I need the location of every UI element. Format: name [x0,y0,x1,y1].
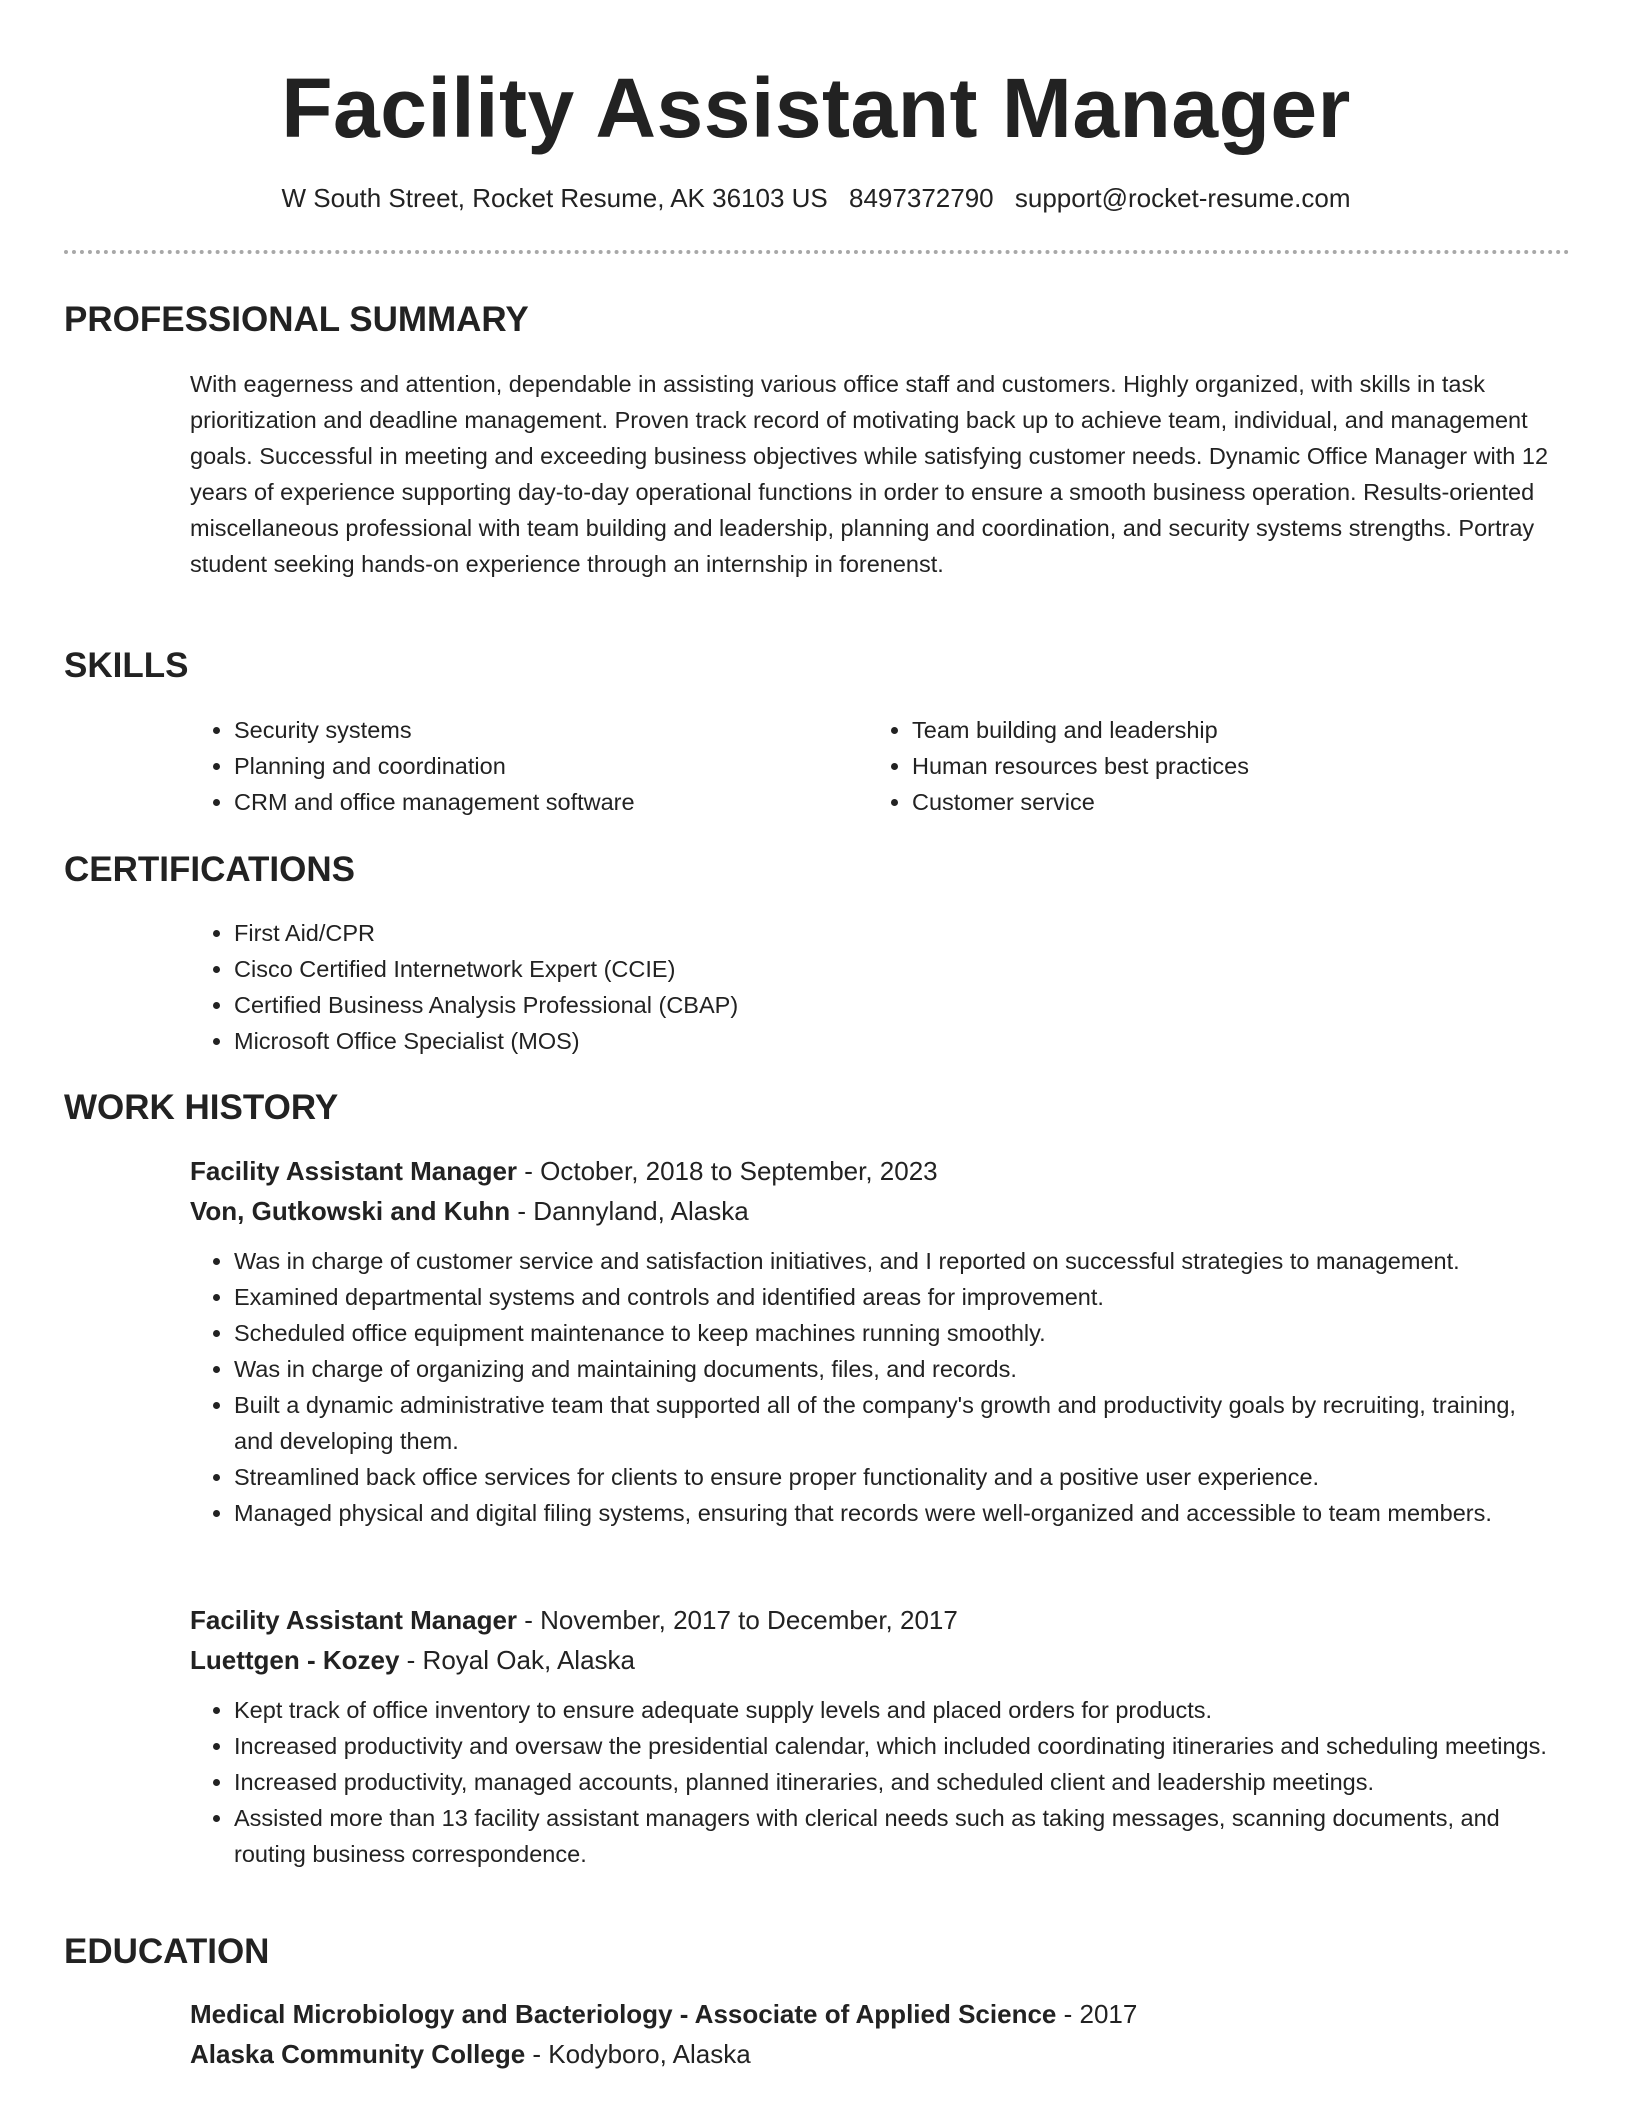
certification-item: • Cisco Certified Internetwork Expert (CCIE) [234,951,1550,987]
job-bullet: • Scheduled office equipment maintenance to keep machines running smoothly. [234,1315,1550,1351]
summary-heading: PROFESSIONAL SUMMARY [64,300,529,339]
job-dates: - November, 2017 to December, 2017 [517,1605,958,1635]
job-bullet: • Kept track of office inventory to ensure adequate supply levels and placed orders for products. [234,1692,1550,1728]
job-location: - Royal Oak, Alaska [399,1645,635,1675]
skill-item: • Customer service [912,784,1488,820]
job-bullet: • Was in charge of organizing and maintaining documents, files, and records. [234,1351,1550,1387]
education-school: Alaska Community College [190,2039,526,2069]
job-title-line [190,1151,1550,1191]
certification-item: • Certified Business Analysis Professional (CBAP) [234,987,1550,1023]
header-divider [64,250,1570,254]
skills-left-list [190,712,810,820]
job-bullet: • Built a dynamic administrative team that supported all of the company's growth and productivity goals by recruiting, training, and developing them. [234,1387,1550,1459]
certification-item: • First Aid/CPR [234,915,1550,951]
job-company-line [190,1640,1550,1680]
job-bullet: • Increased productivity, managed accounts, planned itineraries, and scheduled client and leadership meetings. [234,1764,1550,1800]
job-entry [190,1600,1550,1872]
job-company-line [190,1191,1550,1231]
job-bullet: • Increased productivity and oversaw the presidential calendar, which included coordinating itineraries and scheduling meetings. [234,1728,1550,1764]
education-location: - Kodyboro, Alaska [525,2039,751,2069]
skill-item: • Planning and coordination [234,748,810,784]
education-school-line [190,2034,1550,2074]
certifications-list [190,915,1550,1059]
skills-right-list [868,712,1488,820]
education-degree-line [190,1994,1550,2034]
job-role: Facility Assistant Manager [190,1156,518,1186]
job-role: Facility Assistant Manager [190,1605,518,1635]
job-entry [190,1151,1550,1531]
skill-item: • Team building and leadership [912,712,1488,748]
certifications-heading: CERTIFICATIONS [64,850,356,889]
contact-email: support@rocket-resume.com [1014,183,1351,213]
education-degree: Medical Microbiology and Bacteriology - Associate of Applied Science [190,1999,1057,2029]
contact-phone: 8497372790 [849,183,994,213]
job-dates: - October, 2018 to September, 2023 [517,1156,938,1186]
skills-right-column [868,712,1488,820]
job-bullet: • Was in charge of customer service and satisfaction initiatives, and I reported on successful strategies to management. [234,1243,1550,1279]
education-year: - 2017 [1056,1999,1138,2029]
job-bullets [190,1692,1550,1872]
education-entry [190,1994,1550,2074]
skills-heading: SKILLS [64,646,189,685]
contact-address: W South Street, Rocket Resume, AK 36103 US [281,183,828,213]
skills-left-column [190,712,810,820]
job-company: Von, Gutkowski and Kuhn [190,1196,511,1226]
job-title-line [190,1600,1550,1640]
skill-item: • CRM and office management software [234,784,810,820]
job-company: Luettgen - Kozey [190,1645,400,1675]
education-heading: EDUCATION [64,1932,270,1971]
job-location: - Dannyland, Alaska [510,1196,749,1226]
skill-item: • Security systems [234,712,810,748]
job-bullet: • Assisted more than 13 facility assistant managers with clerical needs such as taking messages, scanning documents, and routing business correspondence. [234,1800,1550,1872]
resume-name: Facility Assistant Manager [281,61,1351,155]
summary-text: With eagerness and attention, dependable in assisting various office staff and customers. Highly organized, with skills in task prioritization and deadline management. Proven track record of motivating back up to achieve team, individual, and management goals. Successful in meeting and exceeding business objectives while satisfying customer needs. Dynamic Office Manager with 12 years of experience supporting day-to-day operational functions in order to ensure a smooth business operation. Results-oriented miscellaneous professional with team building and leadership, planning and coordination, and security systems strengths. Portray student seeking hands-on experience through an internship in forenenst. [190,371,1549,577]
job-bullet: • Streamlined back office services for clients to ensure proper functionality and a positive user experience. [234,1459,1550,1495]
work-history-heading: WORK HISTORY [64,1088,339,1127]
skill-item: • Human resources best practices [912,748,1488,784]
certifications-block [190,915,1550,1059]
certification-item: • Microsoft Office Specialist (MOS) [234,1023,1550,1059]
job-bullet: • Managed physical and digital filing systems, ensuring that records were well-organized and accessible to team members. [234,1495,1550,1531]
job-bullet: • Examined departmental systems and controls and identified areas for improvement. [234,1279,1550,1315]
contact-line [0,180,1632,216]
job-bullets [190,1243,1550,1531]
